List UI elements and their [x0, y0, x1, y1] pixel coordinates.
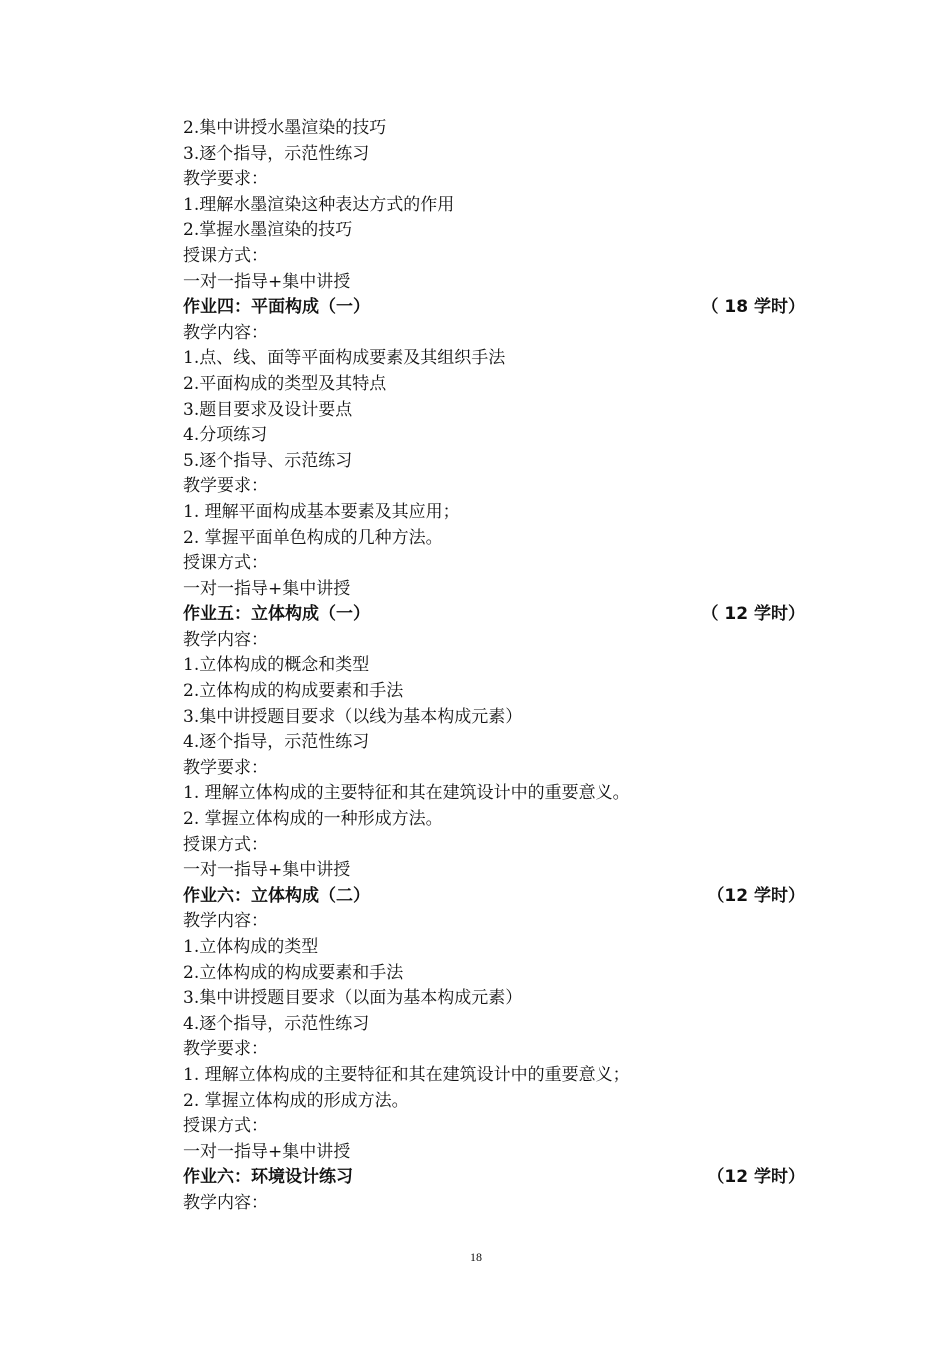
- text-line: 5.逐个指导、示范练习: [183, 450, 353, 471]
- text-line: 1.立体构成的类型: [183, 937, 319, 957]
- text-line: 1.理解水墨渲染这种表达方式的作用: [183, 194, 455, 215]
- document-body: [183, 116, 813, 1217]
- assignment-title: 作业四：平面构成（一）: [183, 297, 370, 318]
- text-line: 一对一指导+集中讲授: [183, 271, 351, 292]
- text-line: 2.立体构成的构成要素和手法: [183, 962, 404, 983]
- text-line: 2.立体构成的构成要素和手法: [183, 681, 404, 702]
- text-line: 教学内容：: [183, 629, 268, 650]
- text-line: 2. 掌握平面单色构成的几种方法。: [183, 527, 443, 548]
- text-line: 3.集中讲授题目要求（以线为基本构成元素）: [183, 706, 523, 727]
- assignment-heading: [183, 884, 813, 910]
- text-line: 授课方式：: [183, 834, 268, 855]
- text-line: 教学要求：: [183, 1039, 268, 1060]
- text-line: 一对一指导+集中讲授: [183, 860, 351, 881]
- assignment-hours: （12 学时）: [707, 885, 805, 906]
- assignment-heading: [183, 1165, 813, 1191]
- text-line: 2.平面构成的类型及其特点: [183, 373, 387, 394]
- text-line: 1. 理解平面构成基本要素及其应用；: [183, 501, 460, 522]
- text-line: 教学要求：: [183, 476, 268, 497]
- text-line: 一对一指导+集中讲授: [183, 578, 351, 599]
- text-line: 1.立体构成的概念和类型: [183, 655, 370, 676]
- assignment-hours: （ 18 学时）: [701, 297, 805, 318]
- assignment-heading: [183, 602, 813, 628]
- text-line: 3.题目要求及设计要点: [183, 399, 353, 420]
- text-line: 授课方式：: [183, 1116, 268, 1137]
- text-line: 教学内容：: [183, 911, 268, 932]
- text-line: 教学内容：: [183, 1192, 268, 1213]
- text-line: 1.点、线、面等平面构成要素及其组织手法: [183, 348, 506, 369]
- page-number: 18: [470, 1250, 482, 1264]
- text-line: 1. 理解立体构成的主要特征和其在建筑设计中的重要意义；: [183, 1064, 630, 1085]
- text-line: 3.逐个指导，示范性练习: [183, 143, 370, 164]
- assignment-title: 作业六：立体构成（二）: [183, 885, 370, 906]
- assignment-heading: [183, 295, 813, 321]
- text-line: 授课方式：: [183, 245, 268, 266]
- text-line: 2.掌握水墨渲染的技巧: [183, 220, 353, 241]
- text-line: 授课方式：: [183, 553, 268, 574]
- text-line: 教学要求：: [183, 169, 268, 190]
- assignment-hours: （ 12 学时）: [701, 604, 805, 625]
- text-line: 4.分项练习: [183, 425, 268, 446]
- text-line: 4.逐个指导，示范性练习: [183, 732, 370, 753]
- text-line: 教学内容：: [183, 322, 268, 343]
- text-line: 3.集中讲授题目要求（以面为基本构成元素）: [183, 988, 523, 1009]
- text-line: 一对一指导+集中讲授: [183, 1141, 351, 1162]
- text-line: 1. 理解立体构成的主要特征和其在建筑设计中的重要意义。: [183, 783, 630, 804]
- text-line: 教学要求：: [183, 757, 268, 778]
- assignment-hours: （12 学时）: [707, 1167, 805, 1188]
- assignment-title: 作业五：立体构成（一）: [183, 604, 370, 625]
- text-line: 2.集中讲授水墨渲染的技巧: [183, 118, 387, 138]
- text-line: 2. 掌握立体构成的一种形成方法。: [183, 809, 443, 830]
- assignment-title: 作业六：环境设计练习: [183, 1167, 353, 1188]
- text-line: 4.逐个指导，示范性练习: [183, 1013, 370, 1034]
- text-line: 2. 掌握立体构成的形成方法。: [183, 1090, 409, 1111]
